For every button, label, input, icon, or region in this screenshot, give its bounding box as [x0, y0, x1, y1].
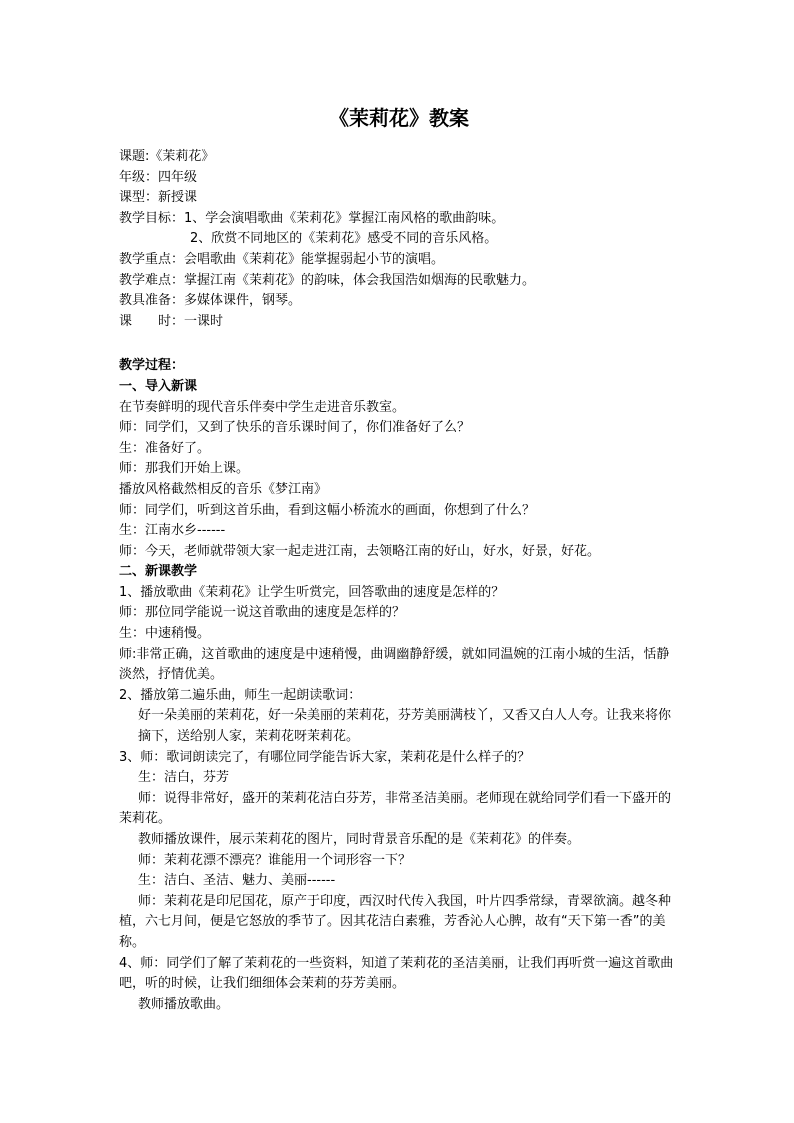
section2-paragraph [119, 892, 679, 954]
section2-paragraph [119, 789, 679, 830]
section2-line: 3、师：歌词朗读完了，有哪位同学能告诉大家，茉莉花是什么样子的？ [119, 749, 531, 765]
section1-line: 在节奏鲜明的现代音乐伴奏中学生走进音乐教室。 [119, 399, 406, 415]
section-new-lesson [119, 562, 679, 1015]
objective-line-1: 教学目标：1、学会演唱歌曲《茉莉花》掌握江南风格的歌曲韵味。 [119, 210, 505, 226]
process-heading: 教学过程： [119, 358, 185, 374]
lesson-plan-page [119, 105, 679, 1015]
section2-line: 教师播放歌曲。 [138, 996, 230, 1012]
key-point-line: 教学重点：会唱歌曲《茉莉花》能掌握弱起小节的演唱。 [119, 251, 445, 267]
section2-line: 生：洁白，芬芳 [138, 770, 230, 786]
section2-line: 生：洁白、圣洁、魅力、美丽------ [138, 873, 336, 889]
section2-line: 1、播放歌曲《茉莉花》让学生听赏完，回答歌曲的速度是怎样的？ [119, 584, 505, 600]
teaching-process [119, 356, 679, 1015]
section1-line: 师：同学们，又到了快乐的音乐课时间了，你们准备好了么？ [119, 420, 471, 436]
section2-line: 生：中速稍慢。 [119, 626, 211, 642]
section1-line: 播放风格截然相反的音乐《梦江南》 [119, 481, 328, 497]
section1-line: 师：今天，老师就带领大家一起走进江南，去领略江南的好山，好水，好景，好花。 [119, 543, 601, 559]
section2-text: 师：茉莉花是印尼国花，原产于印度，西汉时代传入我国，叶片四季常绿，青翠欲滴。越冬种植，六七月间，便是它怒放的季节了。因其花洁白素雅，芳香沁人心脾，故有“天下第一香”的美称。 [119, 893, 672, 950]
section-introduction [119, 377, 679, 562]
topic-line: 课题:《茉莉花》 [119, 149, 215, 164]
section2-line: 教师播放课件，展示茉莉花的图片，同时背景音乐配的是《茉莉花》的伴奏。 [138, 832, 581, 847]
difficulty-line: 教学难点：掌握江南《茉莉花》的韵味，体会我国浩如烟海的民歌魅力。 [119, 272, 536, 288]
objective-line-2: 2、欣赏不同地区的《茉莉花》感受不同的音乐风格。 [190, 231, 498, 247]
lesson-type-line: 课型：新授课 [119, 190, 198, 206]
section2-paragraph: 4、师：同学们了解了茉莉花的一些资料，知道了茉莉花的圣洁美丽，让我们再听赏一遍这首歌曲吧，听的时候，让我们细细体会茉莉的芬芳美丽。 [119, 955, 674, 992]
lesson-info [119, 147, 679, 332]
section1-line: 生：准备好了。 [119, 440, 211, 456]
grade-line: 年级：四年级 [119, 169, 198, 185]
lyrics-paragraph: 好一朵美丽的茉莉花，好一朵美丽的茉莉花，芬芳美丽满枝丫，又香又白人人夸。让我来将你摘下，送给别人家，茉莉花呀茉莉花。 [138, 708, 672, 745]
section1-line: 师：同学们，听到这首乐曲，看到这幅小桥流水的画面，你想到了什么？ [119, 502, 536, 518]
document-title: 《茉莉花》教案 [329, 106, 469, 130]
section1-heading: 一、导入新课 [119, 378, 198, 394]
materials-line: 教具准备：多媒体课件，钢琴。 [119, 293, 302, 309]
section1-line: 师：那我们开始上课。 [119, 461, 250, 477]
spacer [119, 332, 679, 352]
section2-line: 师：那位同学能说一说这首歌曲的速度是怎样的？ [119, 605, 406, 621]
hours-line: 课 时：一课时 [119, 313, 224, 329]
section2-paragraph: 师:非常正确，这首歌曲的速度是中速稍慢，曲调幽静舒缓，就如同温婉的江南小城的生活，恬静淡然，抒情优美。 [119, 646, 670, 683]
section1-line: 生：江南水乡------ [119, 523, 226, 539]
section2-heading: 二、新课教学 [119, 564, 198, 580]
section2-text: 师：说得非常好，盛开的茉莉花洁白芬芳，非常圣洁美丽。老师现在就给同学们看一下盛开的茉莉花。 [119, 790, 672, 827]
section2-line: 2、播放第二遍乐曲，师生一起朗读歌词： [119, 687, 362, 703]
section2-line: 师：茉莉花漂不漂亮？谁能用一个词形容一下？ [138, 852, 412, 868]
